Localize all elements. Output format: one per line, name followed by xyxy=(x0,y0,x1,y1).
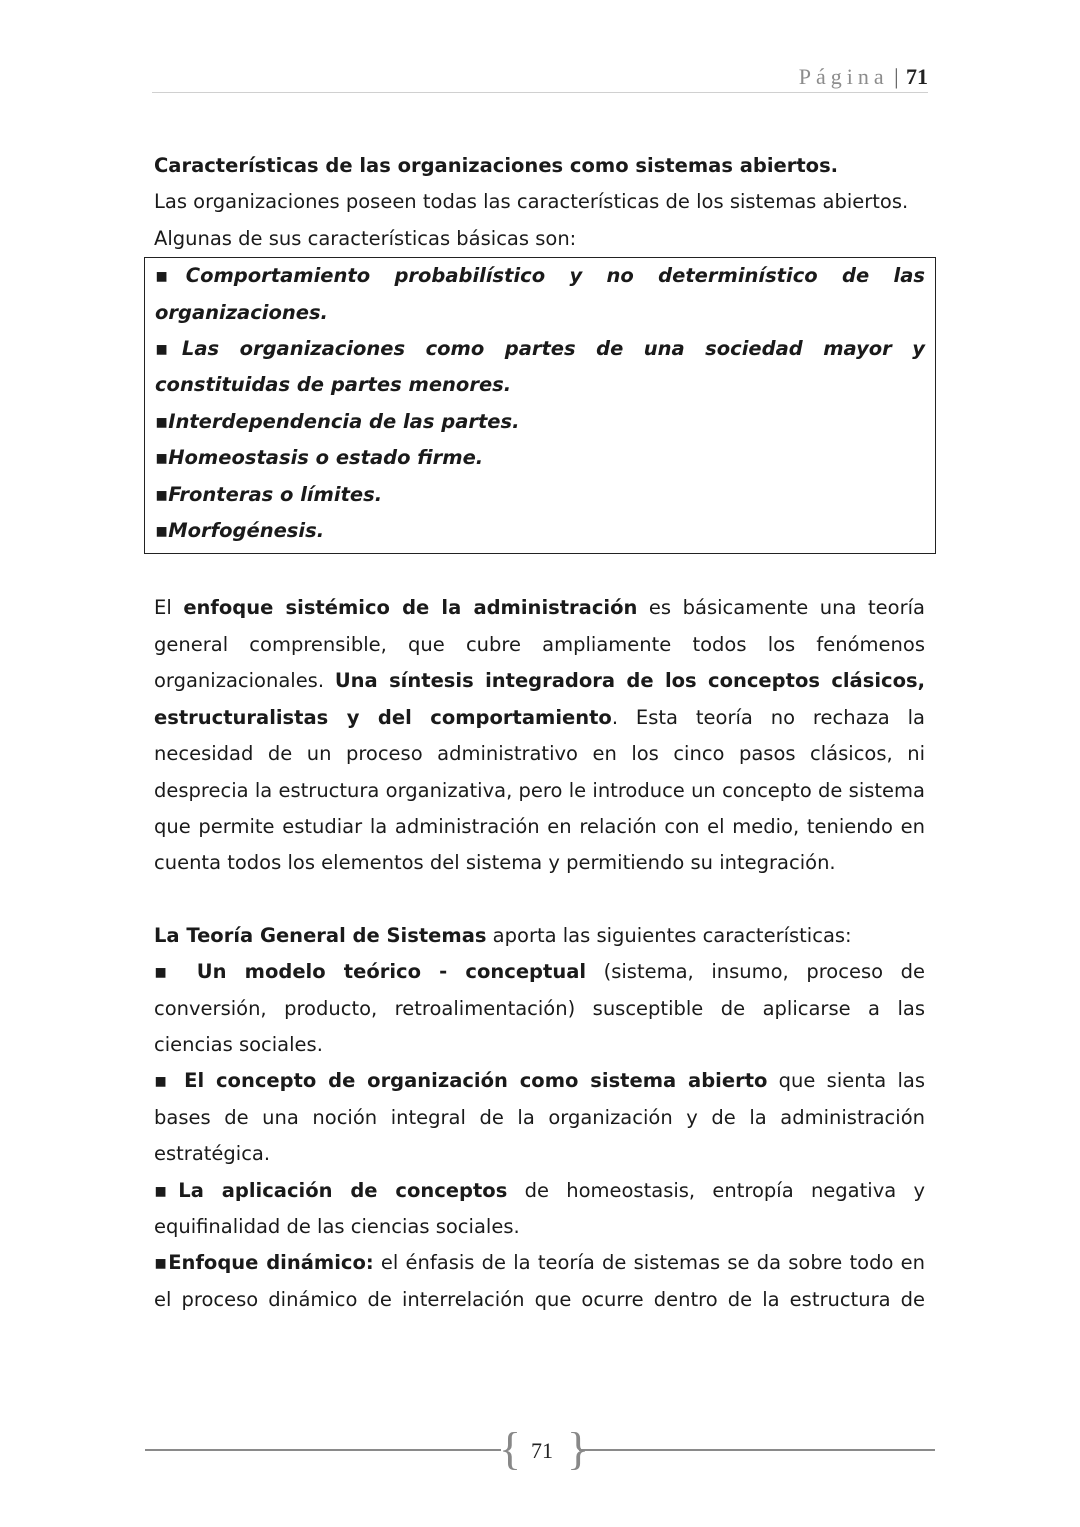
box-item: ▪Morfogénesis. xyxy=(155,519,325,543)
section-title: Características de las organizaciones como sistemas abiertos. xyxy=(154,154,839,177)
tgs-item: ▪ El concepto de organización como sistema abierto que sienta las bases de una noción integral de la organización y de la administración estratégica. xyxy=(154,1069,925,1166)
footer-brace-right: } xyxy=(567,1423,590,1474)
tgs-item: ▪ Un modelo teórico - conceptual (sistema, insumo, proceso de conversión, producto, retroalimentación) susceptible de aplicarse a las ciencias sociales. xyxy=(154,960,925,1056)
box-item: ▪Homeostasis o estado firme. xyxy=(155,446,484,470)
characteristics-box xyxy=(144,257,936,554)
box-item: ▪Las organizaciones como partes de una sociedad mayor y constituidas de partes menores. xyxy=(155,337,925,397)
footer-page-number: 71 xyxy=(531,1438,553,1463)
box-item: ▪Comportamiento probabilístico y no determinístico de las organizaciones. xyxy=(155,264,925,324)
page-footer xyxy=(145,1423,935,1474)
intro-line-1: Las organizaciones poseen todas las características de los sistemas abiertos. xyxy=(154,190,909,214)
page-content xyxy=(154,148,925,1318)
header-page-number: 71 xyxy=(906,64,928,89)
footer-rule-left xyxy=(145,1449,501,1451)
header-word: Página xyxy=(798,64,889,89)
box-item: ▪Interdependencia de las partes. xyxy=(155,409,520,433)
intro-line-2: Algunas de sus características básicas son: xyxy=(154,226,577,250)
systemic-approach-paragraph: El enfoque sistémico de la administración es básicamente una teoría general comprensible, que cubre ampliamente todos los fenómenos organizacionales. Una síntesis integradora de los conceptos clásicos, estructuralistas y del comportamiento. Esta teoría no rechaza la necesidad de un proceso administrativo en los cinco pasos clásicos, ni desprecia la estructura organizativa, pero le introduce un concepto de sistema que permite estudiar la administración en relación con el medio, teniendo en cuenta todos los elementos del sistema y permitiendo su integración. xyxy=(154,596,925,875)
footer-brace-left: { xyxy=(499,1423,522,1474)
footer-rule-right xyxy=(579,1449,935,1451)
header-separator: | xyxy=(894,64,899,89)
tgs-intro: La Teoría General de Sistemas aporta las siguientes características: xyxy=(154,923,852,947)
page-header xyxy=(152,62,928,93)
tgs-item: ▪La aplicación de conceptos de homeostasis, entropía negativa y equifinalidad de las ciencias sociales. xyxy=(154,1178,925,1238)
tgs-item: ▪Enfoque dinámico: el énfasis de la teoría de sistemas se da sobre todo en el proceso dinámico de interrelación que ocurre dentro de la estructura de xyxy=(154,1251,925,1311)
box-item: ▪Fronteras o límites. xyxy=(155,482,383,506)
